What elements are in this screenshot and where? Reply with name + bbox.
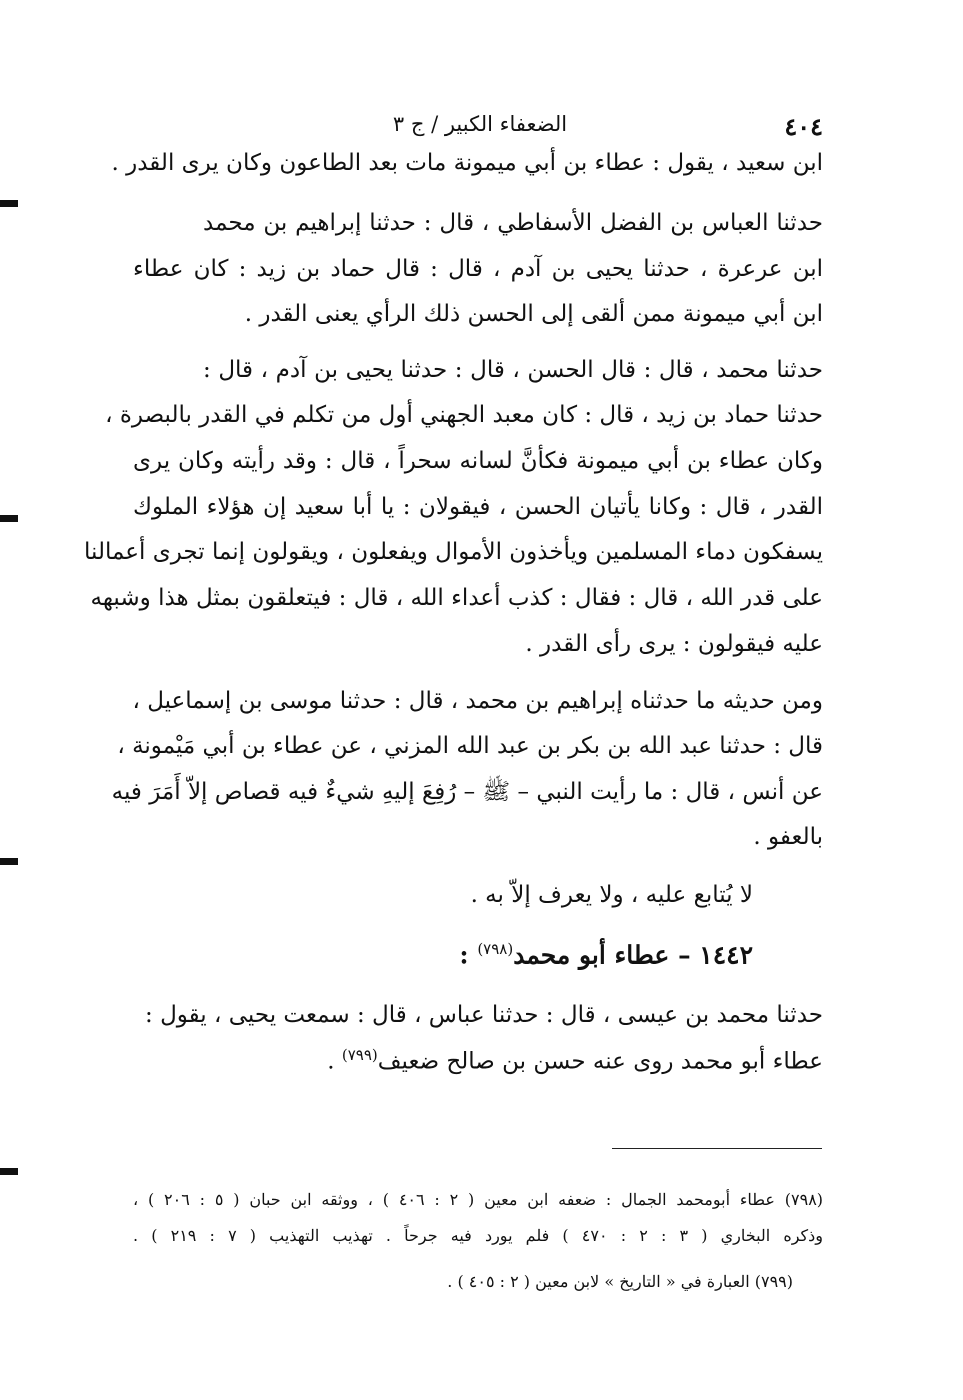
text-line: ومن حديثه ما حدثناه إبراهيم بن محمد ، قال : حدثنا موسى بن إسماعيل ، [132,688,823,714]
page-number: ٤٠٤ [784,112,823,141]
text-line: بالعفو . [753,824,823,850]
footnote-line: (٧٩٩) العبارة في « التاريخ » لابن معين ( ٢ : ٤٠٥ ) . [447,1272,793,1291]
footnote-ref[interactable]: (٧٩٩) [341,1046,378,1064]
text-line: حدثنا محمد بن عيسى ، قال : حدثنا عباس ، قال : سمعت يحيى ، يقول : [145,1002,823,1028]
text-span: عطاء أبو محمد روى عنه حسن بن صالح ضعيف [377,1048,823,1075]
text-line: القدر ، قال : وكانا يأتيان الحسن ، فيقولان : يا أبا سعيد إن هؤلاء الملوك [133,494,823,520]
scan-edge-mark [0,1168,18,1175]
scan-edge-mark [0,515,18,522]
text-line: حدثنا محمد ، قال : قال الحسن ، قال : حدثنا يحيى بن آدم ، قال : [203,357,823,383]
footnote-separator [612,1148,822,1149]
text-line: عليه فيقولون : يرى رأى القدر . [525,631,823,657]
text-line: عن أنس ، قال : ما رأيت النبي – ﷺ – رُفِعَ إليهِ شيءٌ فيه قصاص إلاّ أَمَرَ فيه [111,779,823,805]
running-title: الضعفاء الكبير / ج ٣ [392,112,568,136]
text-line: على قدر الله ، قال : فقال : كذب أعداء الله ، قال : فيتعلقون بمثل هذا وشبهه [90,585,823,611]
text-span: . [327,1048,342,1075]
entry-number: ١٤٤٢ [699,940,753,970]
entry-heading [459,940,753,969]
text-line [133,1047,823,1075]
scan-edge-mark [0,858,18,865]
entry-dash: – [678,940,691,970]
scan-edge-mark [0,200,18,207]
footnote-line: (٧٩٨) عطاء أبومحمد الجمال : ضعفه ابن معين ( ٢ : ٤٠٦ ) ، ووثقه ابن حبان ( ٥ : ٢٠٦ ) ، [133,1190,824,1209]
text-line: ابن أبي ميمونة ممن ألقى إلى الحسن ذلك الرأي يعنى القدر . [244,301,823,327]
text-line: لا يُتابع عليه ، ولا يعرف إلاّ به . [470,882,753,908]
entry-colon: : [459,940,469,970]
footnote-ref[interactable]: (٧٩٨) [477,940,514,958]
footnote-line: وذكره البخاري ( ٣ : ٢ : ٤٧٠ ) فلم يورد فيه جرحاً . تهذيب التهذيب ( ٧ : ٢١٩ ) . [133,1226,824,1245]
text-line: وكان عطاء بن أبي ميمونة فكأنَّ لسانه سحراً ، قال : وقد رأيته وكان يرى [133,448,823,474]
text-line: قال : حدثنا عبد الله بن بكر بن عبد الله المزني ، عن عطاء بن أبي مَيْمونة ، [117,733,823,759]
text-line: ابن سعيد ، يقول : عطاء بن أبي ميمونة مات بعد الطاعون وكان يرى القدر . [111,150,823,176]
text-line: حدثنا حماد بن زيد ، قال : كان معبد الجهني أول من تكلم في القدر بالبصرة ، [105,402,823,428]
text-line: حدثنا العباس بن الفضل الأسفاطي ، قال : حدثنا إبراهيم بن محمد [203,210,823,236]
text-line: يسفكون دماء المسلمين ويأخذون الأموال ويفعلون ، ويقولون إنما تجرى أعمالنا [84,539,823,565]
text-line: ابن عرعرة ، حدثنا يحيى بن آدم ، قال : قال حماد بن زيد : كان عطاء [133,256,823,282]
entry-name: عطاء أبو محمد [513,940,670,970]
